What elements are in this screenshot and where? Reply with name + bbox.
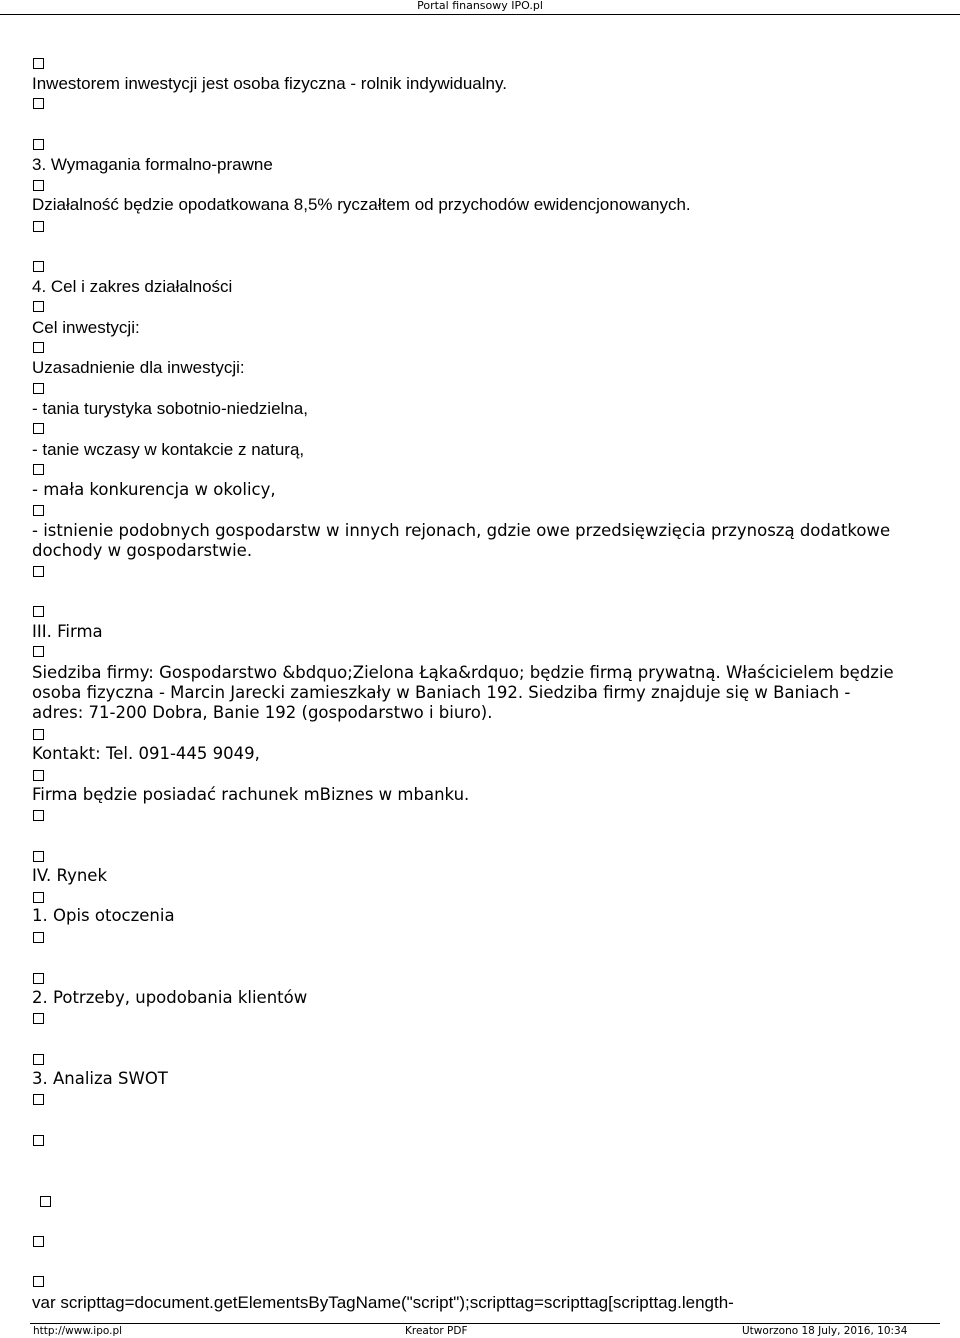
checkbox-icon — [33, 646, 44, 657]
checkbox-icon — [33, 770, 44, 781]
text-line: Cel inwestycji: — [32, 318, 140, 337]
text-line: Firma będzie posiadać rachunek mBiznes w mbanku. — [32, 785, 470, 804]
checkbox-icon — [33, 342, 44, 353]
list-item-continuation: dochody w gospodarstwie. — [32, 541, 253, 560]
section-heading: 3. Wymagania formalno-prawne — [32, 155, 273, 174]
section-heading: 1. Opis otoczenia — [32, 906, 175, 925]
checkbox-icon — [33, 180, 44, 191]
checkbox-icon — [33, 464, 44, 475]
checkbox-icon — [33, 1094, 44, 1105]
checkbox-icon — [33, 851, 44, 862]
text-line: Inwestorem inwestycji jest osoba fizyczna - rolnik indywidualny. — [32, 74, 507, 93]
list-item: - tania turystyka sobotnio-niedzielna, — [32, 399, 308, 418]
header-title: Portal finansowy IPO.pl — [417, 0, 543, 12]
checkbox-icon — [33, 58, 44, 69]
checkbox-icon — [33, 221, 44, 232]
checkbox-icon — [33, 810, 44, 821]
script-text-line: var scripttag=document.getElementsByTagName("script");scripttag=scripttag[scripttag.length- — [32, 1293, 734, 1312]
checkbox-icon — [40, 1196, 51, 1207]
footer-created: Utworzono 18 July, 2016, 10:34 — [742, 1325, 908, 1337]
list-item: - tanie wczasy w kontakcie z naturą, — [32, 440, 305, 459]
checkbox-icon — [33, 1135, 44, 1146]
section-heading: IV. Rynek — [32, 866, 108, 885]
text-line: Siedziba firmy: Gospodarstwo &bdquo;Zielona Łąka&rdquo; będzie firmą prywatną. Właścicielem będzie — [32, 663, 894, 682]
footer-creator: Kreator PDF — [405, 1325, 468, 1337]
list-item: - mała konkurencja w okolicy, — [32, 480, 276, 499]
checkbox-icon — [33, 1236, 44, 1247]
checkbox-icon — [33, 973, 44, 984]
checkbox-icon — [33, 566, 44, 577]
section-heading: III. Firma — [32, 622, 103, 641]
checkbox-icon — [33, 1013, 44, 1024]
text-line: adres: 71-200 Dobra, Banie 192 (gospodarstwo i biuro). — [32, 703, 493, 722]
footer-url: http://www.ipo.pl — [33, 1325, 123, 1337]
checkbox-icon — [33, 729, 44, 740]
checkbox-icon — [33, 1276, 44, 1287]
section-heading: 2. Potrzeby, upodobania klientów — [32, 988, 308, 1007]
checkbox-icon — [33, 505, 44, 516]
checkbox-icon — [33, 261, 44, 272]
checkbox-icon — [33, 1054, 44, 1065]
section-heading: 3. Analiza SWOT — [32, 1069, 168, 1088]
checkbox-icon — [33, 892, 44, 903]
checkbox-icon — [33, 301, 44, 312]
section-heading: 4. Cel i zakres działalności — [32, 277, 233, 296]
checkbox-icon — [33, 606, 44, 617]
checkbox-icon — [33, 139, 44, 150]
checkbox-icon — [33, 932, 44, 943]
text-line: Działalność będzie opodatkowana 8,5% ryczałtem od przychodów ewidencjonowanych. — [32, 195, 691, 214]
text-line: Uzasadnienie dla inwestycji: — [32, 358, 245, 377]
text-line: osoba fizyczna - Marcin Jarecki zamieszkały w Baniach 192. Siedziba firmy znajduje się w Baniach - — [32, 683, 851, 702]
list-item: - istnienie podobnych gospodarstw w innych rejonach, gdzie owe przedsięwzięcia przynoszą dodatkowe — [32, 521, 891, 540]
checkbox-icon — [33, 383, 44, 394]
footer-divider — [30, 1323, 940, 1324]
text-line: Kontakt: Tel. 091-445 9049, — [32, 744, 260, 763]
checkbox-icon — [33, 98, 44, 109]
checkbox-icon — [33, 423, 44, 434]
